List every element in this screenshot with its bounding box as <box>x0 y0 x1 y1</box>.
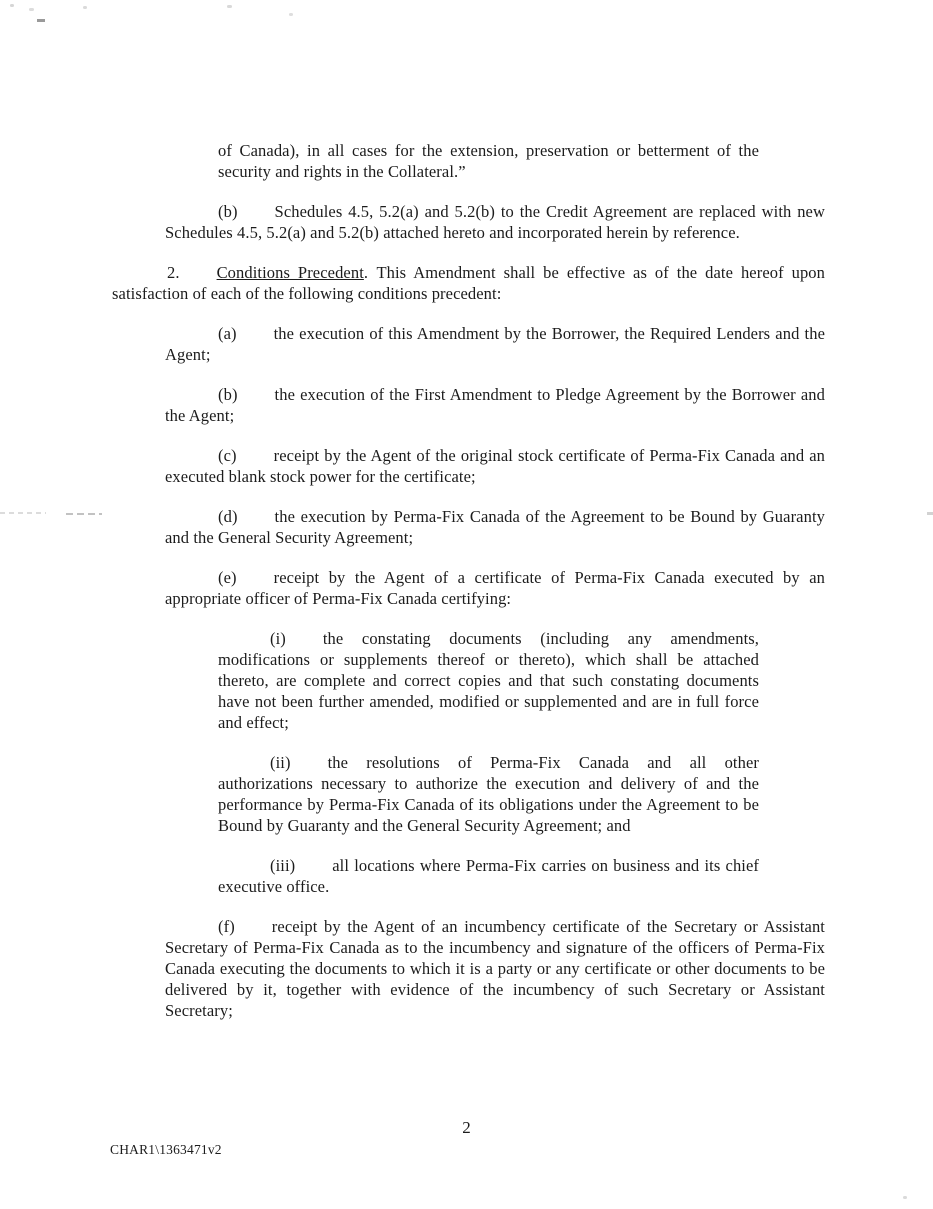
scan-artifact <box>83 6 87 9</box>
paragraph-1-b: (b) Schedules 4.5, 5.2(a) and 5.2(b) to the Credit Agreement are replaced with new Schedules 4.5, 5.2(a) and 5.2(b) attached hereto and incorporated herein by reference. <box>165 202 825 242</box>
scan-artifact <box>227 5 232 8</box>
document-body <box>112 140 825 1040</box>
paragraph-7-e: (e) receipt by the Agent of a certificate of Perma-Fix Canada executed by an appropriate officer of Perma-Fix Canada certifying: <box>165 568 825 608</box>
paragraph-label: (f) <box>218 917 235 936</box>
paragraph-label: (b) <box>218 202 238 221</box>
page-number: 2 <box>462 1118 471 1137</box>
paragraph-8-i: (i) the constating documents (including any amendments, modifications or supplements thereof or thereto), which shall be attached thereto, are complete and correct copies and that such constating documents have not been further amended, modified or supplemented and are in full force and effect; <box>218 629 759 732</box>
paragraph-6-d: (d) the execution by Perma-Fix Canada of the Agreement to be Bound by Guaranty and the General Security Agreement; <box>165 507 825 547</box>
scan-artifact <box>927 512 933 515</box>
paragraph-0: of Canada), in all cases for the extension, preservation or betterment of the security and rights in the Collateral.” <box>218 141 759 181</box>
paragraph-label: (iii) <box>270 856 296 875</box>
scan-artifact <box>289 13 293 16</box>
paragraph-2-2: 2. Conditions Precedent. This Amendment shall be effective as of the date hereof upon satisfaction of each of the following conditions precedent: <box>112 263 825 303</box>
paragraph-5-c: (c) receipt by the Agent of the original stock certificate of Perma-Fix Canada and an executed blank stock power for the certificate; <box>165 446 825 486</box>
paragraph-label: 2. <box>167 263 180 282</box>
paragraph-label: (c) <box>218 446 237 465</box>
scan-artifact <box>0 512 46 514</box>
document-id-footer: CHAR1\1363471v2 <box>110 1142 222 1157</box>
paragraph-label: (b) <box>218 385 238 404</box>
scan-artifact <box>37 19 45 22</box>
paragraph-4-b: (b) the execution of the First Amendment to Pledge Agreement by the Borrower and the Agent; <box>165 385 825 425</box>
paragraph-label: (i) <box>270 629 286 648</box>
scan-artifact <box>10 4 14 7</box>
paragraph-label: (ii) <box>270 753 291 772</box>
paragraph-label: (e) <box>218 568 237 587</box>
scan-artifact <box>66 513 102 515</box>
scan-artifact <box>29 8 34 11</box>
paragraph-label: (d) <box>218 507 238 526</box>
scan-artifact <box>903 1196 907 1199</box>
paragraph-9-ii: (ii) the resolutions of Perma-Fix Canada and all other authorizations necessary to authorize the execution and delivery of and the performance by Perma-Fix Canada of its obligations under the Agreement to be Bound by Guaranty and the General Security Agreement; and <box>218 753 759 835</box>
paragraph-3-a: (a) the execution of this Amendment by the Borrower, the Required Lenders and the Agent; <box>165 324 825 364</box>
underlined-heading: Conditions Precedent <box>216 263 364 282</box>
paragraph-11-f: (f) receipt by the Agent of an incumbency certificate of the Secretary or Assistant Secretary of Perma-Fix Canada as to the incumbency and signature of the officers of Perma-Fix Canada executing the documents to which it is a party or any certificate or other documents to be delivered by it, together with evidence of the incumbency of such Secretary or Assistant Secretary; <box>165 917 825 1020</box>
paragraph-label: (a) <box>218 324 237 343</box>
paragraph-10-iii: (iii) all locations where Perma-Fix carries on business and its chief executive office. <box>218 856 759 896</box>
